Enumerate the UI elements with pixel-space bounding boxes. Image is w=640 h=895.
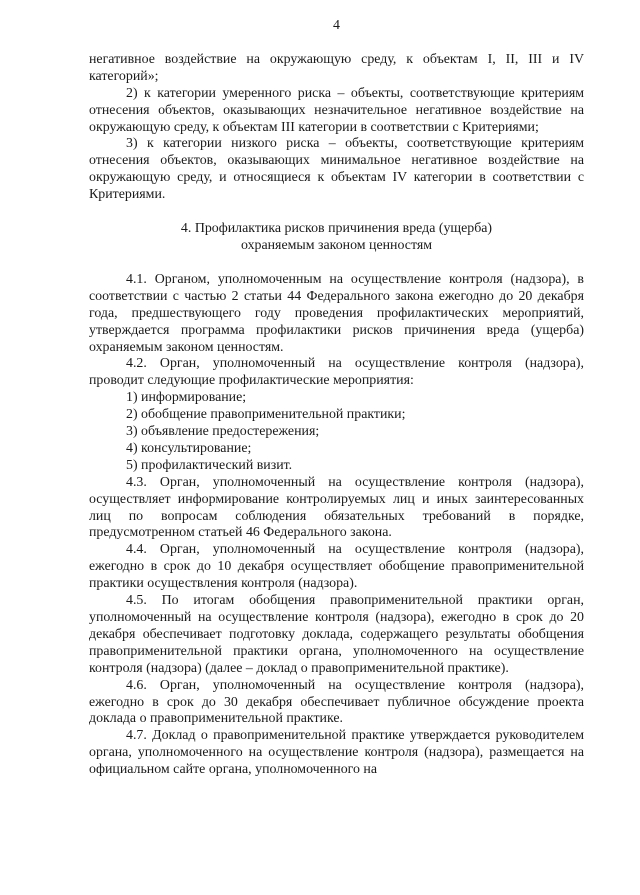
list-item: 1) информирование;	[126, 390, 247, 406]
list-item: 4) консультирование;	[126, 440, 252, 456]
clause-4-5: 4.5. По итогам обобщения правоприменительной практики орган, уполномоченный на осуществление контроля (надзора), ежегодно в срок до 20 декабря обеспечивает подготовку доклада, содержащего результаты обобщения правоприменительной практики органа, уполномоченного на осуществление контроля (надзора) (далее – доклад о правоприменительной практике).	[89, 593, 584, 676]
paragraph-continuation: негативное воздействие на окружающую среду, к объектам I, II, III и IV категорий»;	[89, 51, 584, 84]
clause-4-1: 4.1. Органом, уполномоченным на осуществление контроля (надзора), в соответствии с частью 2 статьи 44 Федерального закона ежегодно до 20 декабря года, предшествующего году проведения профилактических мероприятий, утверждается программа профилактики рисков причинения вреда (ущерба) охраняемым законом ценностям.	[89, 271, 584, 355]
section-heading	[89, 221, 584, 255]
clause-4-6: 4.6. Орган, уполномоченный на осуществление контроля (надзора), ежегодно в срок до 30 декабря обеспечивает публичное обсуждение проекта доклада о правоприменительной практике.	[89, 677, 584, 727]
clause-4-4: 4.4. Орган, уполномоченный на осуществление контроля (надзора), ежегодно в срок до 10 декабря осуществляет обобщение правоприменительной практики осуществления контроля (надзора).	[89, 542, 584, 592]
clause-4-2: 4.2. Орган, уполномоченный на осуществление контроля (надзора), проводит следующие профилактические мероприятия:	[89, 356, 584, 389]
list-item: 3) объявление предостережения;	[126, 424, 320, 440]
section-heading-line-1: 4. Профилактика рисков причинения вреда (ущерба)	[180, 221, 493, 237]
list-item: 5) профилактический визит.	[126, 457, 293, 473]
list-item: 2) обобщение правоприменительной практики;	[126, 407, 406, 423]
section-heading-line-2: охраняемым законом ценностям	[240, 237, 433, 253]
page-number: 4	[333, 18, 340, 33]
paragraph-low-risk: 3) к категории низкого риска – объекты, соответствующие критериям отнесения объектов, оказывающих минимальное негативное воздействие на окружающую среду, и относящиеся к объектам IV категории в соответствии с Критериями.	[89, 136, 584, 203]
clause-4-3: 4.3. Орган, уполномоченный на осуществление контроля (надзора), осуществляет информирование контролируемых лиц и иных заинтересованных лиц по вопросам соблюдения обязательных требований в порядке, предусмотренном статьей 46 Федерального закона.	[89, 474, 584, 541]
clause-4-7: 4.7. Доклад о правоприменительной практике утверждается руководителем органа, уполномоченного на осуществление контроля (надзора), размещается на официальном сайте органа, уполномоченного на	[89, 728, 584, 778]
paragraph-moderate-risk: 2) к категории умеренного риска – объекты, соответствующие критериям отнесения объектов, оказывающих незначительное негативное воздействие на окружающую среду, к объектам III категории в соответствии с Критериями;	[89, 85, 584, 135]
